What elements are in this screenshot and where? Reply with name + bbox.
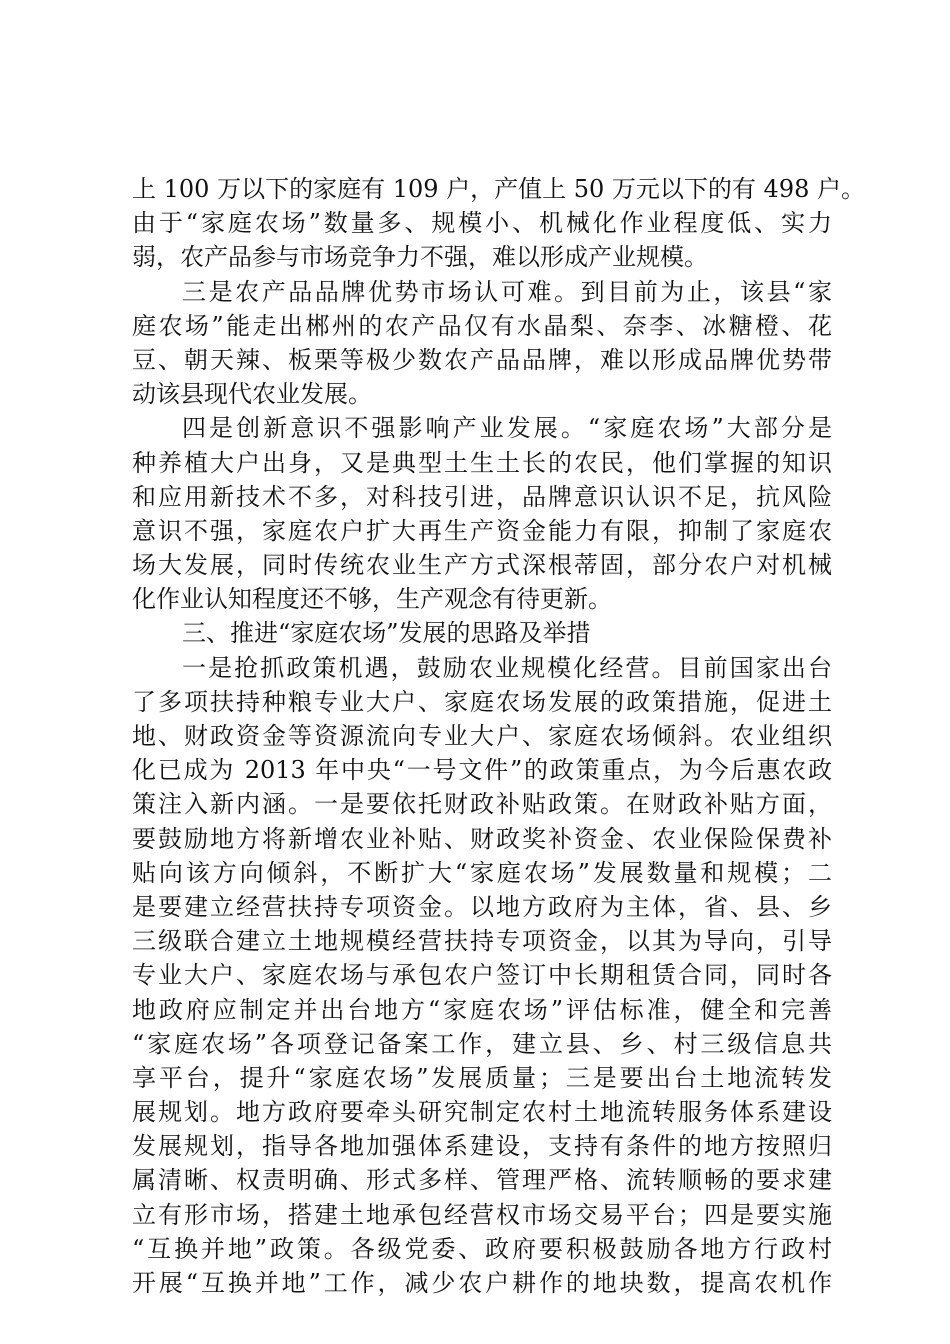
text-line: “家庭农场”各项登记备案工作，建立县、乡、村三级信息共 [132, 1029, 832, 1058]
text-line: 策注入新内涵。一是要依托财政补贴政策。在财政补贴方面， [132, 790, 832, 819]
text-line: 三、推进“家庭农场”发展的思路及举措 [182, 619, 591, 648]
text-line: 属清晰、权责明确、形式多样、管理严格、流转顺畅的要求建 [132, 1166, 832, 1195]
text-line: 一是抢抓政策机遇，鼓励农业规模化经营。目前国家出台 [182, 653, 832, 682]
text-line: 了多项扶持种粮专业大户、家庭农场发展的政策措施，促进土 [132, 687, 832, 716]
text-line: 化已成为 2013 年中央“一号文件”的政策重点，为今后惠农政 [132, 756, 832, 785]
text-line: 是要建立经营扶持专项资金。以地方政府为主体，省、县、乡 [132, 892, 832, 921]
text-line: 豆、朝天辣、板栗等极少数农产品品牌，难以形成品牌优势带 [132, 345, 832, 374]
text-line: 化作业认知程度还不够，生产观念有待更新。 [132, 585, 612, 614]
text-line: 开展“互换并地”工作，减少农户耕作的地块数，提高农机作 [132, 1269, 832, 1297]
text-line: 发展规划，指导各地加强体系建设，支持有条件的地方按照归 [132, 1132, 832, 1161]
text-line: 地政府应制定并出台地方“家庭农场”评估标准，健全和完善 [132, 995, 832, 1024]
document-body [132, 172, 865, 1300]
text-line: 动该县现代农业发展。 [132, 380, 372, 409]
text-line: 由于“家庭农场”数量多、规模小、机械化作业程度低、实力 [132, 209, 832, 238]
text-line: 弱，农产品参与市场竞争力不强，难以形成产业规模。 [132, 243, 708, 272]
text-line: 意识不强，家庭农户扩大再生产资金能力有限，抑制了家庭农 [132, 516, 832, 545]
text-line: 庭农场”能走出郴州的农产品仅有水晶梨、奈李、冰糖橙、花 [132, 311, 832, 340]
text-line: 展规划。地方政府要牵头研究制定农村土地流转服务体系建设 [132, 1098, 832, 1127]
text-line: 种养植大户出身，又是典型土生土长的农民，他们掌握的知识 [132, 448, 832, 477]
text-line: 专业大户、家庭农场与承包农户签订中长期租赁合同，同时各 [132, 961, 832, 990]
text-line: 三级联合建立土地规模经营扶持专项资金，以其为导向，引导 [132, 927, 832, 956]
text-line: 三是农产品品牌优势市场认可难。到目前为止，该县“家 [182, 277, 832, 306]
text-line: 四是创新意识不强影响产业发展。“家庭农场”大部分是 [182, 414, 832, 443]
text-line: 场大发展，同时传统农业生产方式深根蒂固，部分农户对机械 [132, 551, 832, 580]
text-line: 享平台，提升“家庭农场”发展质量；三是要出台土地流转发 [132, 1063, 832, 1092]
text-line: 贴向该方向倾斜，不断扩大“家庭农场”发展数量和规模；二 [132, 858, 832, 887]
text-line: 上 100 万以下的家庭有 109 户，产值上 50 万元以下的有 498 户。 [132, 175, 865, 203]
text-line: 立有形市场，搭建土地承包经营权市场交易平台；四是要实施 [132, 1200, 832, 1229]
text-line: “互换并地”政策。各级党委、政府要积极鼓励各地方行政村 [132, 1234, 832, 1263]
text-line: 要鼓励地方将新增农业补贴、财政奖补资金、农业保险保费补 [132, 824, 832, 853]
text-line: 和应用新技术不多，对科技引进，品牌意识认识不足，抗风险 [132, 482, 832, 511]
text-line: 地、财政资金等资源流向专业大户、家庭农场倾斜。农业组织 [132, 722, 832, 750]
